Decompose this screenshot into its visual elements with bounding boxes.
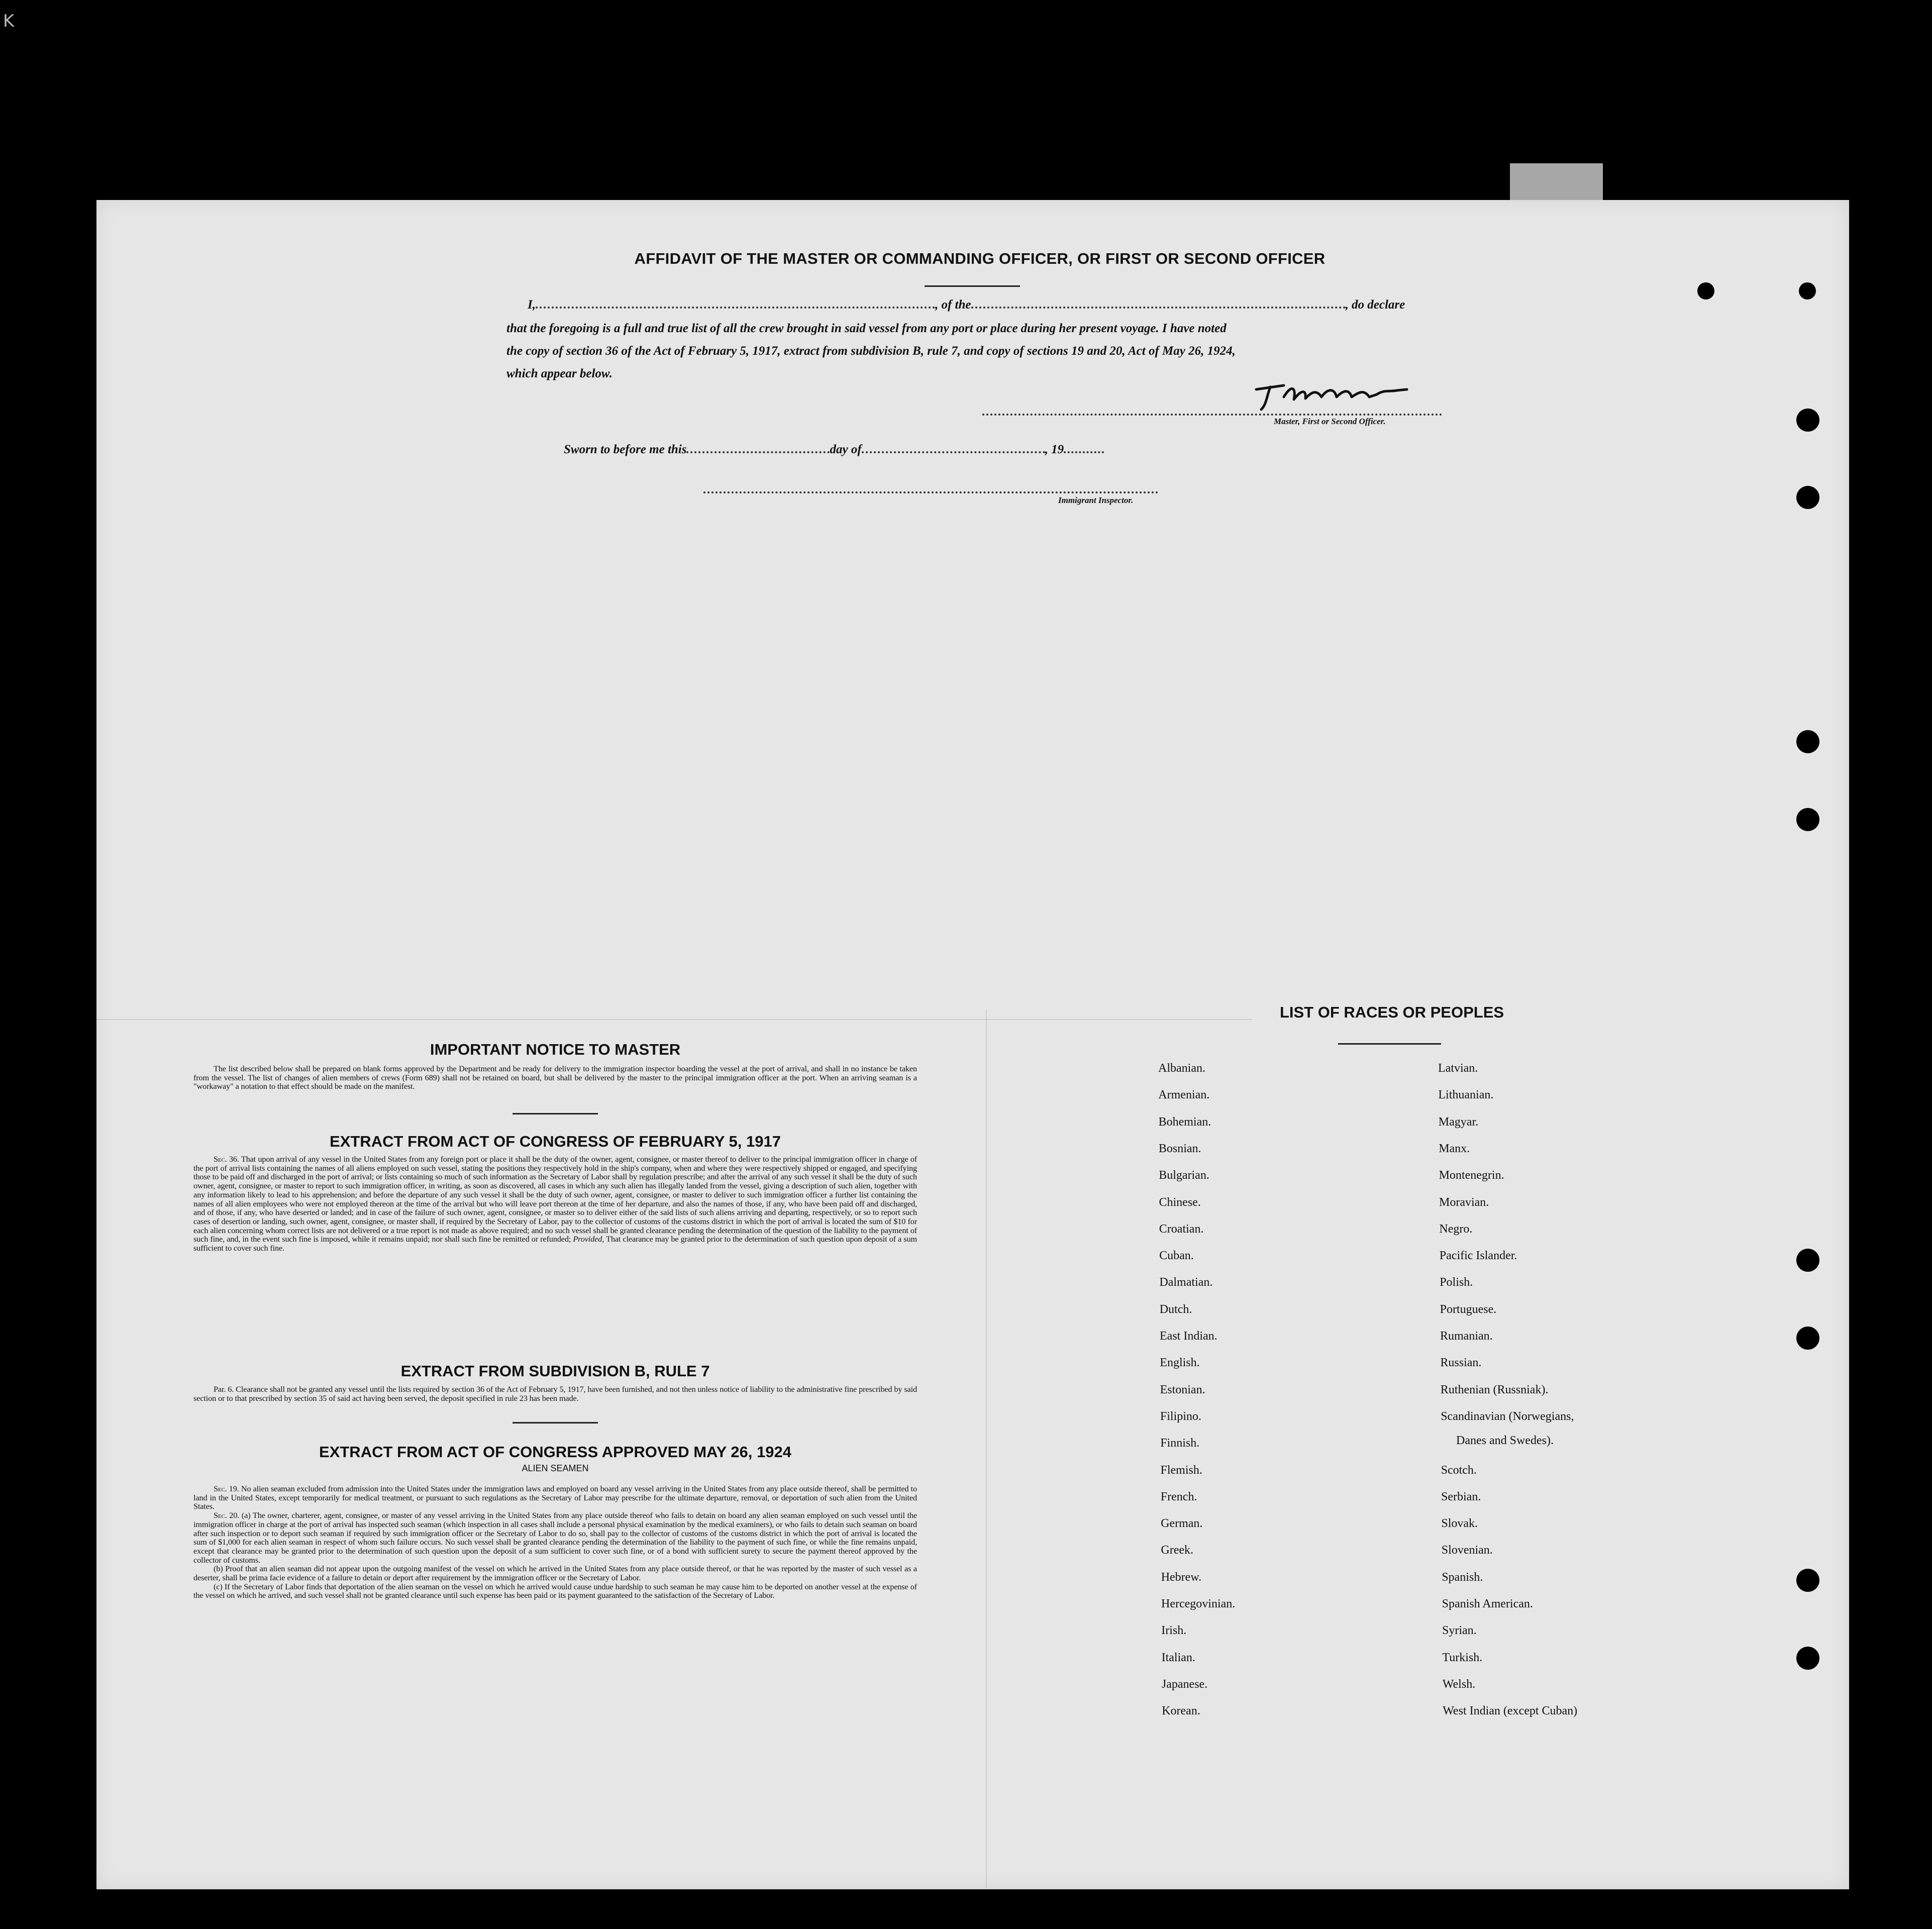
race-item: Lithuanian. bbox=[1438, 1088, 1494, 1102]
race-item: Slovak. bbox=[1441, 1517, 1478, 1531]
race-item: Serbian. bbox=[1441, 1490, 1481, 1503]
punch-hole bbox=[1796, 1569, 1819, 1592]
vessel-name-field[interactable] bbox=[971, 297, 1346, 309]
section-20c-body: (c) If the Secretary of Labor finds that deportation of the alien seaman on the vessel on which he arrived would cause undue hardship to such seaman he may cause him to be deported on another vessel at the expense of the vessel on which he arrived, and such vessel shall not be granted clearance until such expense has been paid or its payment guaranteed to the satisfaction of the Secretary of Labor. bbox=[193, 1581, 917, 1600]
sworn-year-field[interactable] bbox=[1064, 442, 1104, 453]
races-title: LIST OF RACES OR PEOPLES bbox=[1279, 1003, 1504, 1021]
race-item: Welsh. bbox=[1442, 1677, 1476, 1691]
race-item: German. bbox=[1161, 1517, 1203, 1531]
punch-hole bbox=[1796, 486, 1819, 509]
section-19-body: No alien seaman excluded from admission into the United States under the immigration laws and employed on board any vessel arriving in the United States from any place outside thereof, shall be permitted to land in the United States, except temporarily for medical treatment, or pursuant to such regulations as the Secretary of Labor may prescribe for the ultimate departure, removal, or deportation of such alien from the United States. bbox=[193, 1484, 917, 1511]
race-item: Rumanian. bbox=[1440, 1330, 1493, 1343]
race-item: East Indian. bbox=[1160, 1330, 1217, 1343]
race-item: French. bbox=[1160, 1490, 1197, 1503]
master-signature bbox=[1246, 374, 1417, 412]
section-rule bbox=[513, 1422, 598, 1424]
inspector-caption: Immigrant Inspector. bbox=[1058, 495, 1134, 505]
notice-title: IMPORTANT NOTICE TO MASTER bbox=[430, 1041, 681, 1058]
punch-hole bbox=[1796, 1327, 1819, 1350]
race-item: Scotch. bbox=[1441, 1463, 1477, 1477]
race-item: Slovenian. bbox=[1441, 1544, 1493, 1557]
race-item: Dalmatian. bbox=[1159, 1276, 1213, 1289]
race-item: Spanish American. bbox=[1442, 1597, 1533, 1610]
race-item: Italian. bbox=[1161, 1651, 1195, 1664]
race-item: Filipino. bbox=[1160, 1409, 1201, 1423]
race-item: Polish. bbox=[1440, 1276, 1473, 1289]
affidavit-line-3: the copy of section 36 of the Act of February 5, 1917, extract from subdivision B, rule 7, and copy of sections 19 and 20, Act of May 26, 1924, bbox=[506, 344, 1236, 358]
race-item: Estonian. bbox=[1160, 1383, 1205, 1396]
race-item: Bosnian. bbox=[1158, 1142, 1201, 1155]
extract-1917-text bbox=[193, 1155, 917, 1253]
extract-1924-text bbox=[193, 1484, 917, 1600]
notice-paragraph: The list described below shall be prepared on blank forms approved by the Department and be ready for delivery to the immigration inspector boarding the vessel at the port of arrival, and shall in no instance be taken from the vessel. The list of changes of alien members of crews (Form 689) shall not be retained on board, but shall be delivered by the master to the principal immigration officer at the port. When an arriving seaman is a "workaway" a notation to that effect should be made on the manifest. bbox=[193, 1064, 917, 1091]
title-rule bbox=[925, 285, 1020, 287]
corner-mark: K bbox=[3, 11, 15, 31]
fold-line-vertical bbox=[986, 1009, 987, 1888]
race-item: Moravian. bbox=[1439, 1195, 1489, 1209]
section-20-label: Sec. 20. bbox=[214, 1510, 240, 1520]
fold-line-horizontal bbox=[96, 1019, 1252, 1020]
declarant-label: I, bbox=[528, 298, 536, 312]
race-item: Portuguese. bbox=[1440, 1302, 1497, 1316]
of-the-label: , of the bbox=[935, 298, 971, 312]
race-item: Korean. bbox=[1162, 1704, 1200, 1718]
punch-hole bbox=[1796, 808, 1819, 831]
race-item: Croatian. bbox=[1159, 1222, 1204, 1236]
section-20a-body: (a) The owner, charterer, agent, consignee, or master of any vessel arriving in the United States from any place outside thereof who fails to detain on board any alien seaman employed on such vessel until the immigration officer in charge at the port of arrival has inspected such seaman (which inspection in all cases shall include a personal physical examination by the medical examiners), or who fails to detain such seaman on board after such inspection or to deport such seaman if required by such immigration officer or the Secretary of Labor to do so, shall pay to the collector of customs of the customs district in which the port of arrival is located the sum of $1,000 for each alien seaman in respect of whom such failure occurs. No such vessel shall be granted clearance pending the determination of the liability to the payment of such fine, or while the fine remains unpaid, except that clearance may be granted prior to the determination of such question upon the deposit of a sum sufficient to cover such fine, or of a bond with sufficient surety to secure the payment thereof approved by the collector of customs. bbox=[193, 1510, 918, 1565]
paper-tab bbox=[1510, 163, 1603, 204]
race-item: Greek. bbox=[1161, 1544, 1194, 1557]
inspector-signature-field[interactable] bbox=[703, 482, 1158, 493]
sworn-month-field[interactable] bbox=[862, 442, 1045, 453]
race-item: Hercegovinian. bbox=[1161, 1597, 1236, 1610]
affidavit-line-4: which appear below. bbox=[506, 367, 613, 380]
punch-hole bbox=[1796, 1647, 1819, 1670]
race-item: Armenian. bbox=[1158, 1088, 1210, 1102]
sworn-day-field[interactable] bbox=[686, 442, 830, 453]
punch-hole bbox=[1697, 282, 1714, 299]
race-item: Negro. bbox=[1439, 1222, 1473, 1236]
section-36-body: That upon arrival of any vessel in the United States from any foreign port or place it shall be the duty of the owner, agent, consignee, or master thereof to deliver to the principal immigration officer in charge of the port of arrival lists containing the names of all aliens employed on such vessel, stating the positions they respectively hold in the ship's company, when and where they were respectively shipped or engaged, and specifying those to be paid off and discharged in the port of arrival; or lists containing so much of such information as the Secretary of Labor shall by regulation prescribe; and after the arrival of any such vessel it shall be the duty of such owner, agent, consignee, or master to report to such immigration officer, in writing, as soon as discovered, all cases in which any such alien has illegally landed from the vessel, giving a description of such alien, together with any information likely to lead to his apprehension; and before the departure of any such vessel it shall be the duty of such owner, agent, consignee, or master to deliver to such immigration officer a further list containing the names of all alien employees who were not employed thereon at the time of the arrival but who will leave port thereon at the time of her departure, and also the names of those, if any, who have been paid off and discharged, and of those, if any, who have deserted or landed; and in case of the failure of such owner, agent, consignee, or master so to deliver either of the said lists of such aliens arriving and departing, respectively, or so to report such cases of desertion or landing, such owner, agent, consignee, or master shall, if required by the Secretary of Labor, pay to the collector of customs of the customs district in which the port of arrival is located the sum of $10 for each alien concerning whom correct lists are not delivered or a true report is not made as above required; and no such vessel shall be granted clearance pending the determination of the question of the liability to the payment of such fine, and, in the event such fine is imposed, while it remains unpaid; nor shall such fine be remitted or refunded; bbox=[193, 1154, 917, 1244]
race-item: Japanese. bbox=[1161, 1677, 1208, 1691]
section-36-label: Sec. 36. bbox=[214, 1154, 239, 1164]
sworn-label: Sworn to before me this bbox=[564, 443, 687, 456]
subdivision-b-title: EXTRACT FROM SUBDIVISION B, RULE 7 bbox=[400, 1362, 710, 1380]
race-item: Montenegrin. bbox=[1439, 1169, 1504, 1182]
race-item: English. bbox=[1160, 1356, 1200, 1370]
section-19-label: Sec. 19. bbox=[214, 1484, 239, 1493]
race-item: Dutch. bbox=[1159, 1302, 1192, 1316]
punch-hole bbox=[1799, 282, 1816, 299]
affidavit-line-2: that the foregoing is a full and true list of all the crew brought in said vessel from any port or place during her present voyage. I have noted bbox=[506, 322, 1227, 335]
proviso-word: Provided, bbox=[573, 1234, 604, 1244]
race-item: Flemish. bbox=[1160, 1463, 1202, 1477]
race-item: Chinese. bbox=[1159, 1195, 1201, 1209]
race-item: Irish. bbox=[1161, 1624, 1187, 1638]
extract-1924-subtitle: ALIEN SEAMEN bbox=[522, 1463, 589, 1473]
race-item: Scandinavian (Norwegians, bbox=[1441, 1409, 1574, 1423]
punch-hole bbox=[1796, 1249, 1819, 1272]
race-continuation: Danes and Swedes). bbox=[1456, 1434, 1554, 1447]
declare-label: , do declare bbox=[1345, 298, 1405, 312]
race-item: Pacific Islander. bbox=[1439, 1249, 1517, 1263]
punch-hole bbox=[1796, 409, 1819, 432]
race-item: Russian. bbox=[1440, 1356, 1482, 1370]
race-item: Cuban. bbox=[1159, 1249, 1194, 1263]
affidavit-title: AFFIDAVIT OF THE MASTER OR COMMANDING OFFICER, OR FIRST OR SECOND OFFICER bbox=[634, 250, 1326, 267]
race-item: Hebrew. bbox=[1161, 1570, 1202, 1584]
notice-text bbox=[193, 1064, 917, 1091]
day-of-label: day of bbox=[830, 443, 862, 456]
subdivision-b-text bbox=[193, 1385, 917, 1402]
year-label: , 19 bbox=[1045, 443, 1064, 456]
race-item: Bohemian. bbox=[1158, 1115, 1211, 1129]
proviso-body: That clearance may be granted prior to the determination of such question upon deposit of a sum sufficient to cover such fine. bbox=[193, 1234, 917, 1253]
race-item: West Indian (except Cuban) bbox=[1443, 1704, 1578, 1718]
affidavit-line-1 bbox=[528, 297, 1405, 312]
section-20b-body: (b) Proof that an alien seaman did not appear upon the outgoing manifest of the vessel on which he arrived in the United States from any place outside thereof, or that he was reported by the master of such vessel as a deserter, shall be prima facie evidence of a failure to detain or deport after requirement by the immigration officer or the Secretary of Labor. bbox=[193, 1564, 917, 1583]
races-title-rule bbox=[1338, 1043, 1441, 1045]
race-item: Turkish. bbox=[1442, 1651, 1483, 1664]
race-item: Bulgarian. bbox=[1159, 1169, 1209, 1182]
race-item: Syrian. bbox=[1442, 1624, 1477, 1638]
section-rule bbox=[513, 1113, 598, 1114]
declarant-name-field[interactable] bbox=[536, 297, 935, 309]
extract-1917-title: EXTRACT FROM ACT OF CONGRESS OF FEBRUARY 5, 1917 bbox=[330, 1133, 781, 1150]
race-item: Magyar. bbox=[1438, 1115, 1479, 1129]
race-item: Spanish. bbox=[1442, 1570, 1483, 1584]
race-item: Ruthenian (Russniak). bbox=[1440, 1383, 1549, 1396]
race-item: Manx. bbox=[1439, 1142, 1470, 1155]
signature-caption: Master, First or Second Officer. bbox=[1274, 417, 1386, 426]
race-item: Finnish. bbox=[1160, 1437, 1200, 1450]
race-item: Albanian. bbox=[1158, 1062, 1205, 1075]
race-item: Latvian. bbox=[1438, 1062, 1478, 1075]
extract-1924-title: EXTRACT FROM ACT OF CONGRESS APPROVED MAY 26, 1924 bbox=[319, 1443, 791, 1461]
punch-hole bbox=[1796, 730, 1819, 753]
subdivision-b-paragraph: Par. 6. Clearance shall not be granted any vessel until the lists required by section 36 of the Act of February 5, 1917, have been furnished, and not then unless notice of liability to the administrative fine prescribed by said section or to that prescribed by section 35 of said act having been served, the deposit specified in rule 23 has been made. bbox=[193, 1384, 917, 1403]
sworn-line bbox=[564, 442, 1104, 457]
